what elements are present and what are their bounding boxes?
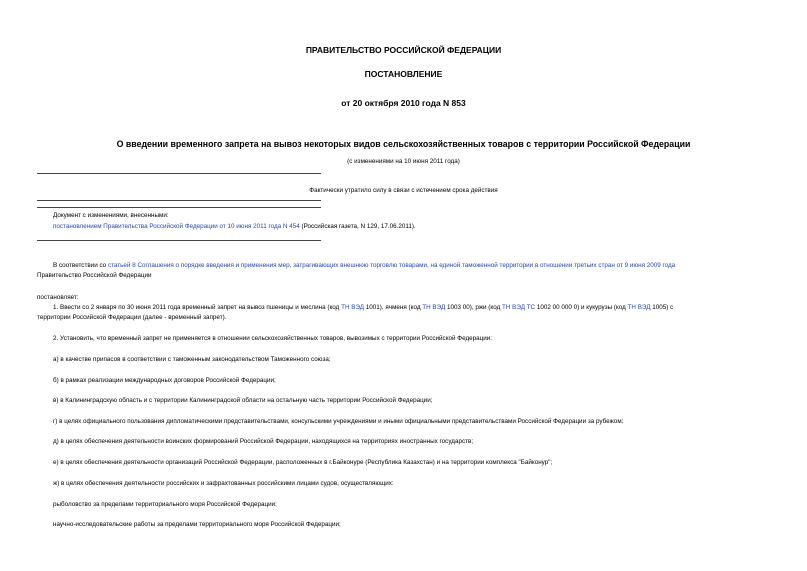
list-item: в) в Калининградскую область и с территории Калининградской области на остальную часть территории Российской Федерации; — [53, 397, 433, 404]
tn-ved-link[interactable]: ТН ВЭД — [627, 304, 651, 311]
p1-text: 1002 00 000 0) и кукурузы (код — [535, 304, 628, 311]
list-item: д) в целях обеспечения деятельности воинских формирований Российской Федерации, находящихся на территориях иностранных государств; — [53, 438, 474, 445]
document-type-heading: ПОСТАНОВЛЕНИЕ — [364, 69, 443, 79]
p1-text: 1001), ячменя (код — [364, 304, 423, 311]
status-text: Фактически утратило силу в связи с истечением срока действия — [309, 187, 498, 194]
list-item: рыболовство за пределами территориального моря Российской Федерации; — [53, 501, 277, 508]
preamble-subject: Правительство Российской Федерации — [37, 272, 152, 279]
agreement-link[interactable]: статьей 8 Соглашения о порядке введения и применения мер, затрагивающих внешнюю торговлю товарами, на единой таможенной территории в отношении третьих стран от 9 июня 2009 года — [107, 262, 676, 269]
divider-line — [37, 173, 321, 174]
divider-line — [37, 240, 321, 241]
amendment-intro: Документ с изменениями, внесенными: — [53, 212, 169, 219]
tn-ved-link[interactable]: ТН ВЭД — [422, 304, 446, 311]
list-item: а) в качестве припасов в соответствии с таможенным законодательством Таможенного союза; — [53, 356, 331, 363]
government-heading: ПРАВИТЕЛЬСТВО РОССИЙСКОЙ ФЕДЕРАЦИИ — [305, 45, 502, 55]
amendment-line — [53, 223, 416, 231]
list-item: научно-исследовательские работы за пределами территориального моря Российской Федерации; — [53, 521, 341, 528]
list-item: ж) в целях обеспечения деятельности российских и зафрахтованных российскими лицами судов, осуществляющих: — [53, 480, 394, 487]
preamble-line — [53, 262, 675, 270]
decrees-word: постановляет: — [37, 294, 79, 301]
list-item: б) в рамках реализации международных договоров Российской Федерации; — [53, 377, 276, 384]
paragraph-2: 2. Установить, что временный запрет не применяется в отношении сельскохозяйственных товаров, вывозимых с территории Российской Федерации: — [53, 335, 493, 342]
amendment-link[interactable]: постановлением Правительства Российской Федерации от 10 июня 2011 года N 454 — [53, 223, 300, 230]
p1-text: 1005) с — [650, 304, 674, 311]
amendment-source: (Российская газета, N 129, 17.06.2011). — [299, 223, 416, 230]
preamble-text: В соответствии со — [53, 262, 108, 269]
paragraph-1 — [53, 304, 673, 312]
paragraph-1-continued: территории Российской Федерации (далее - временный запрет). — [37, 314, 227, 321]
amendment-note: (с изменениями на 10 июня 2011 года) — [347, 158, 460, 165]
divider-line — [37, 207, 321, 208]
list-item: г) в целях официального пользования дипломатическими представительствами, консульскими учреждениями и иными официальными представительствами Российской Федерации за рубежом; — [53, 418, 624, 425]
divider-line — [37, 200, 321, 201]
p1-text: 1. Ввести со 2 января по 30 июня 2011 года временный запрет на вывоз пшеницы и меслина (код — [53, 304, 342, 311]
list-item: е) в целях обеспечения деятельности организаций Российской Федерации, расположенных в г.Байконуре (Республика Казахстан) и на территории комплекса "Байконур"; — [53, 459, 553, 466]
document-title: О введении временного запрета на вывоз некоторых видов сельскохозяйственных товаров с территории Российской Федерации — [116, 139, 691, 149]
tn-ved-ts-link[interactable]: ТН ВЭД ТС — [502, 304, 536, 311]
date-number-heading: от 20 октября 2010 года N 853 — [341, 98, 466, 108]
tn-ved-link[interactable]: ТН ВЭД — [341, 304, 365, 311]
p1-text: 1003 00), ржи (код — [445, 304, 503, 311]
